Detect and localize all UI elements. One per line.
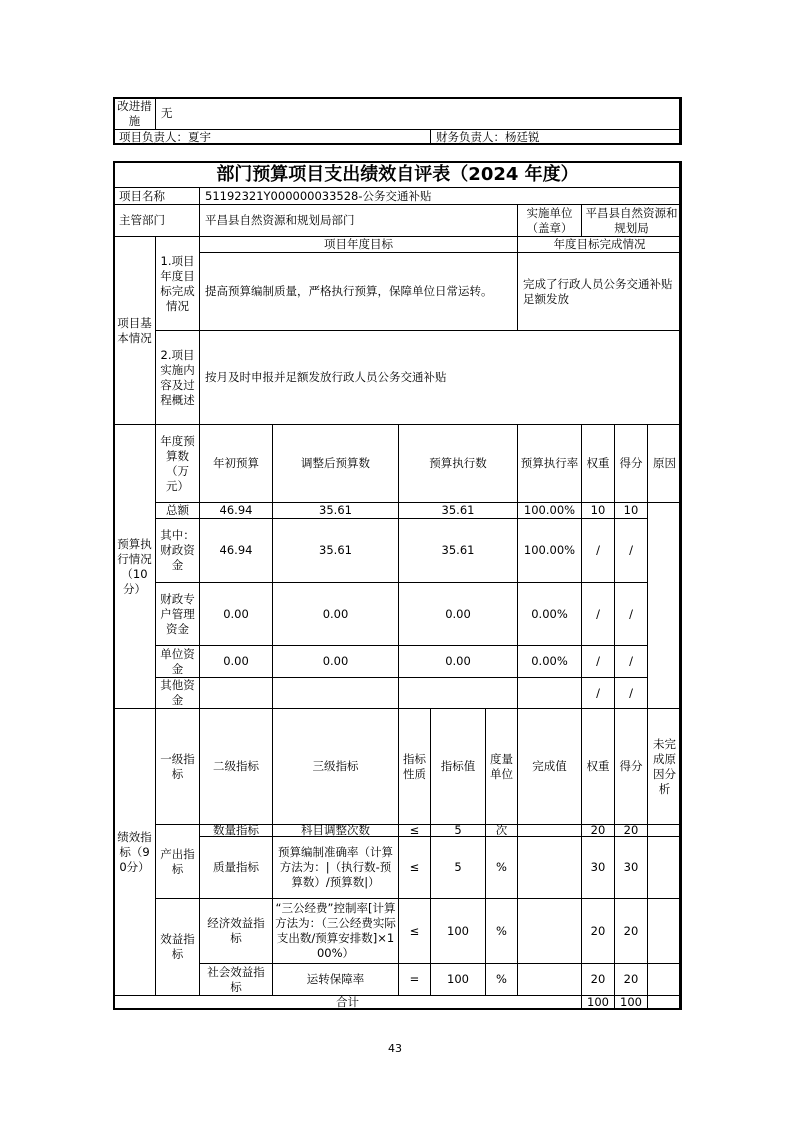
improve-label: 改进措施 (113, 97, 156, 130)
budget-cell: 财政专户管理资金 (155, 582, 200, 646)
perf-header: 未完成原因分析 (647, 708, 682, 825)
perf-header: 完成值 (517, 708, 582, 825)
budget-cell: 单位资金 (155, 645, 200, 678)
budget-cell: 100.00% (517, 518, 582, 583)
page-title: 部门预算项目支出绩效自评表（2024 年度） (113, 161, 682, 188)
perf-cell: 经济效益指标 (199, 898, 273, 964)
perf-cell: 次 (485, 824, 518, 837)
perf-cell: ≤ (398, 898, 431, 964)
budget-header: 调整后预算数 (272, 424, 399, 503)
budget-cell: 0.00 (272, 582, 399, 646)
perf-header: 权重 (581, 708, 615, 825)
budget-header: 得分 (614, 424, 648, 503)
budget-cell: 0.00 (398, 582, 518, 646)
budget-cell: 0.00 (199, 645, 273, 678)
budget-cell (199, 677, 273, 709)
budget-header: 预算执行数 (398, 424, 518, 503)
project-lead: 项目负责人：夏宇 (113, 129, 431, 145)
total-label: 合计 (113, 995, 582, 1010)
perf-cell: 质量指标 (199, 836, 273, 899)
budget-cell: / (614, 677, 648, 709)
perf-cell: 20 (581, 898, 615, 964)
basic-section-label: 项目基本情况 (113, 236, 156, 425)
project-name-label: 项目名称 (113, 187, 200, 205)
perf-cell: 20 (614, 898, 648, 964)
budget-header: 预算执行率 (517, 424, 582, 503)
perf-cell: 20 (614, 824, 648, 837)
perf-cell: ≤ (398, 824, 431, 837)
project-name-value: 51192321Y000000033528-公务交通补贴 (199, 187, 682, 205)
perf-cell: 20 (581, 963, 615, 996)
goal-label: 1.项目年度目标完成情况 (155, 236, 200, 331)
perf-cell: % (485, 836, 518, 899)
budget-cell: 35.61 (272, 502, 399, 519)
budget-cell: 10 (581, 502, 615, 519)
budget-cell: 0.00 (272, 645, 399, 678)
budget-header: 权重 (581, 424, 615, 503)
budget-cell: 其他资金 (155, 677, 200, 709)
perf-cell: ≤ (398, 836, 431, 899)
reason-cell (647, 502, 682, 709)
perf-cell: 5 (430, 824, 486, 837)
budget-cell: 0.00% (517, 582, 582, 646)
budget-header: 原因 (647, 424, 682, 503)
budget-cell: / (581, 677, 615, 709)
perf-cell (517, 836, 582, 899)
budget-section-label: 预算执行情况（10分） (113, 424, 156, 709)
perf-header: 度量单位 (485, 708, 518, 825)
perf-header: 二级指标 (199, 708, 273, 825)
perf-cell: 数量指标 (199, 824, 273, 837)
total-weight: 100 (581, 995, 615, 1010)
perf-cell: 20 (614, 963, 648, 996)
perf-cell: 预算编制准确率（计算方法为：|（执行数-预算数）/预算数|） (272, 836, 399, 899)
budget-cell: 35.61 (272, 518, 399, 583)
goal-text: 提高预算编制质量，严格执行预算，保障单位日常运转。 (199, 252, 518, 331)
page-number: 43 (388, 1042, 402, 1055)
perf-cell: 5 (430, 836, 486, 899)
content-text: 按月及时申报并足额发放行政人员公务交通补贴 (199, 330, 682, 425)
budget-cell: 10 (614, 502, 648, 519)
perf-header: 指标值 (430, 708, 486, 825)
budget-cell: / (581, 518, 615, 583)
total-score: 100 (614, 995, 648, 1010)
budget-cell: 46.94 (199, 518, 273, 583)
perf-header: 三级指标 (272, 708, 399, 825)
perf-header: 一级指标 (155, 708, 200, 825)
perf-cell: 社会效益指标 (199, 963, 273, 996)
budget-header: 年度预算数（万元） (155, 424, 200, 503)
impl-unit-value: 平昌县自然资源和规划局 (581, 204, 682, 237)
done-text: 完成了行政人员公务交通补贴足额发放 (517, 252, 682, 331)
budget-cell: / (581, 645, 615, 678)
perf-cell (517, 963, 582, 996)
dept-value: 平昌县自然资源和规划局部门 (199, 204, 518, 237)
budget-cell: / (614, 645, 648, 678)
dept-label: 主管部门 (113, 204, 200, 237)
perf-cell (517, 898, 582, 964)
perf-cell: % (485, 963, 518, 996)
perf-header: 指标性质 (398, 708, 431, 825)
budget-cell: 35.61 (398, 518, 518, 583)
budget-cell: 0.00% (517, 645, 582, 678)
budget-cell: 0.00 (199, 582, 273, 646)
finance-lead: 财务负责人：杨廷锐 (430, 129, 682, 145)
perf-cell: = (398, 963, 431, 996)
budget-cell: 46.94 (199, 502, 273, 519)
level1-benefit: 效益指标 (155, 898, 200, 996)
level1-output: 产出指标 (155, 824, 200, 899)
budget-cell: / (581, 582, 615, 646)
perf-cell: 科目调整次数 (272, 824, 399, 837)
perf-cell: 20 (581, 824, 615, 837)
budget-cell (398, 677, 518, 709)
perf-cell: “三公经费”控制率[计算方法为：（三公经费实际支出数/预算安排数]×100%） (272, 898, 399, 964)
perf-cell: % (485, 898, 518, 964)
budget-cell: / (614, 582, 648, 646)
budget-cell: 其中：财政资金 (155, 518, 200, 583)
budget-cell: / (614, 518, 648, 583)
reason-analysis-cell (647, 836, 682, 899)
budget-cell: 总额 (155, 502, 200, 519)
perf-section-label: 绩效指标（90分） (113, 708, 156, 996)
total-reason (647, 995, 682, 1010)
content-label: 2.项目实施内容及过程概述 (155, 330, 200, 425)
done-header: 年度目标完成情况 (517, 236, 682, 253)
perf-cell: 30 (614, 836, 648, 899)
budget-cell: 100.00% (517, 502, 582, 519)
reason-analysis-cell (647, 963, 682, 996)
perf-cell: 运转保障率 (272, 963, 399, 996)
perf-cell: 100 (430, 963, 486, 996)
perf-cell: 100 (430, 898, 486, 964)
budget-cell (517, 677, 582, 709)
improve-value: 无 (155, 97, 682, 130)
goal-header: 项目年度目标 (199, 236, 518, 253)
perf-header: 得分 (614, 708, 648, 825)
budget-cell (272, 677, 399, 709)
budget-cell: 0.00 (398, 645, 518, 678)
budget-header: 年初预算 (199, 424, 273, 503)
reason-analysis-cell (647, 898, 682, 964)
impl-unit-label: 实施单位（盖章） (517, 204, 582, 237)
budget-cell: 35.61 (398, 502, 518, 519)
perf-cell: 30 (581, 836, 615, 899)
